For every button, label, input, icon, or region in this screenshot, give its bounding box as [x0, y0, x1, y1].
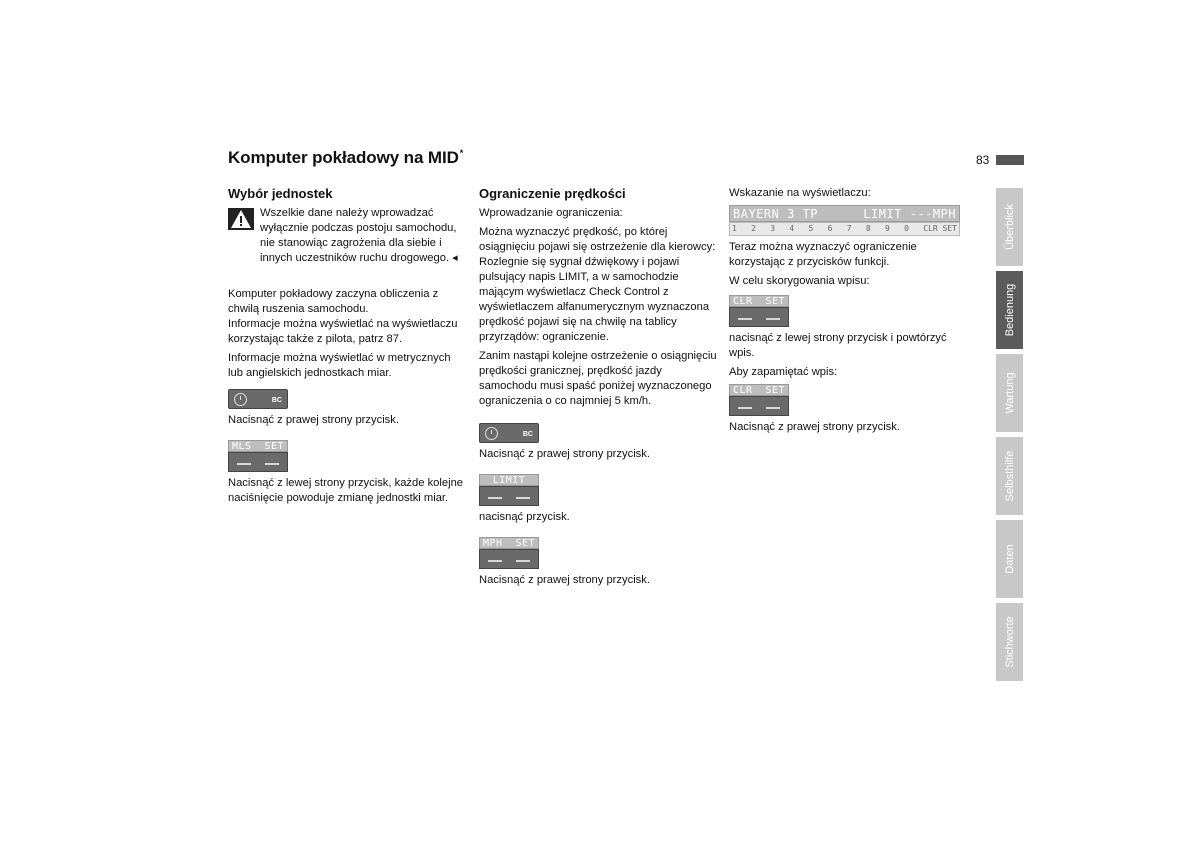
number-key: 4 — [789, 224, 795, 233]
display-limit — [479, 474, 539, 506]
lcd-segment — [729, 205, 960, 222]
function-keys-graphic — [228, 452, 288, 472]
lcd-segment — [479, 474, 539, 486]
heading-speed-limit: Ograniczenie prędkości — [479, 186, 626, 201]
paragraph: Aby zapamiętać wpis: — [729, 366, 838, 378]
number-key: 6 — [827, 224, 833, 233]
tab-selbsthilfe[interactable]: Selbsthilfe — [996, 437, 1023, 515]
bc-label: BC — [522, 431, 533, 438]
heading-units: Wybór jednostek — [228, 186, 333, 201]
paragraph: Informacje można wyświetlać na wyświetlaczu korzystając także z pilota, patrz 87. — [228, 318, 458, 345]
lcd-right-text: LIMIT ---MPH — [863, 207, 956, 221]
paragraph: nacisnąć przycisk. — [479, 511, 570, 523]
paragraph: Zanim nastąpi kolejne ostrzeżenie o osiągnięciu prędkości granicznej, prędkość jazdy samochodu musi spaść poniżej wyznaczonego ograniczenia o co najmniej 5 km/h. — [479, 350, 717, 407]
number-key: 8 — [865, 224, 871, 233]
number-key: 1 — [732, 224, 737, 233]
paragraph: Komputer pokładowy zaczyna obliczenia z chwilą ruszenia samochodu. — [228, 288, 439, 315]
tab-bedienung[interactable]: Bedienung — [996, 271, 1023, 349]
display-mph-set — [479, 537, 539, 569]
lcd-left-text: CLR — [733, 385, 753, 396]
lcd-segment — [228, 440, 288, 452]
paragraph: W celu skorygowania wpisu: — [729, 275, 870, 287]
column-speed-limit — [479, 186, 719, 592]
lcd-right-text: SET — [515, 538, 535, 549]
page-number-bar — [996, 155, 1024, 165]
lcd-left-text: MPH — [483, 538, 503, 549]
tab-uberblick[interactable]: Überblick — [996, 188, 1023, 266]
tab-wartung[interactable]: Wartung — [996, 354, 1023, 432]
page-title-text: Komputer pokładowy na MID — [228, 148, 459, 167]
paragraph: Nacisnąć z prawej strony przycisk. — [729, 421, 900, 433]
display-mls-set — [228, 440, 288, 472]
paragraph: Wprowadzanie ograniczenia: — [479, 207, 623, 219]
paragraph: nacisnąć z lewej strony przycisk i powtórzyć wpis. — [729, 332, 947, 359]
number-key: 3 — [770, 224, 776, 233]
warning-block — [228, 206, 468, 270]
function-keys-graphic — [479, 549, 539, 569]
paragraph: Wskazanie na wyświetlaczu: — [729, 187, 871, 199]
paragraph: Nacisnąć z prawej strony przycisk. — [479, 448, 650, 460]
warning-text: Wszelkie dane należy wprowadzać wyłącznie podczas postoju samochodu, nie stanowiąc zagrożenia dla siebie i innych uczestników ruchu drogowego. ◂ — [260, 207, 458, 264]
display-clr-set — [729, 295, 789, 327]
number-key: 9 — [885, 224, 890, 233]
bc-button-graphic — [228, 389, 288, 409]
number-key: 5 — [808, 224, 814, 233]
display-bayern-limit — [729, 205, 960, 236]
lcd-limit-text: LIMIT — [492, 475, 526, 486]
warning-triangle-icon — [228, 208, 254, 230]
bc-label: BC — [271, 397, 282, 404]
column-display — [729, 186, 969, 439]
lcd-segment — [729, 295, 789, 307]
paragraph: Nacisnąć z lewej strony przycisk, każde kolejne naciśnięcie powoduje zmianę jednostki miar. — [228, 477, 464, 504]
lcd-right-text: SET — [765, 296, 785, 307]
paragraph: Teraz można wyznaczyć ograniczenie korzystając z przycisków funkcji. — [729, 241, 917, 268]
function-keys-graphic — [729, 307, 789, 327]
number-keys-row — [729, 222, 960, 236]
bc-button-graphic — [479, 423, 539, 443]
function-keys-graphic — [479, 486, 539, 506]
lcd-left-text: BAYERN 3 TP — [733, 207, 818, 221]
number-key: 2 — [751, 224, 756, 233]
paragraph: Można wyznaczyć prędkość, po której osiągnięciu pojawi się ostrzeżenie dla kierowcy: Rozlegnie się sygnał dźwiękowy i pojawi pulsujący napis LIMIT, a w samochodzie mającym wyświetlacz Check Control z wyświetlaczem alfanumerycznym wyznaczona prędkość pojawi się na chwilę na tablicy przyrządów: ograniczenie. — [479, 226, 716, 343]
page-number: 83 — [976, 153, 990, 167]
number-key: 0 — [904, 224, 909, 233]
lcd-segment — [729, 384, 789, 396]
lcd-right-text: SET — [765, 385, 785, 396]
paragraph: Informacje można wyświetlać w metrycznych lub angielskich jednostkach miar. — [228, 352, 451, 379]
lcd-right-text: SET — [264, 441, 284, 452]
clock-icon — [234, 393, 247, 406]
end-mark-icon: ◂ — [452, 252, 458, 264]
lcd-left-text: MLS — [232, 441, 252, 452]
paragraph: Nacisnąć z prawej strony przycisk. — [228, 414, 399, 426]
column-units — [228, 186, 468, 510]
number-key: CLR SET — [923, 224, 957, 233]
tab-daten[interactable]: Daten — [996, 520, 1023, 598]
title-asterisk: * — [459, 148, 464, 159]
number-key: 7 — [846, 224, 852, 233]
paragraph: Nacisnąć z prawej strony przycisk. — [479, 574, 650, 586]
lcd-segment — [479, 537, 539, 549]
function-keys-graphic — [729, 396, 789, 416]
tab-stichworte[interactable]: Stichworte — [996, 603, 1023, 681]
clock-icon — [485, 427, 498, 440]
display-clr-set — [729, 384, 789, 416]
lcd-left-text: CLR — [733, 296, 753, 307]
page-title — [228, 148, 463, 168]
